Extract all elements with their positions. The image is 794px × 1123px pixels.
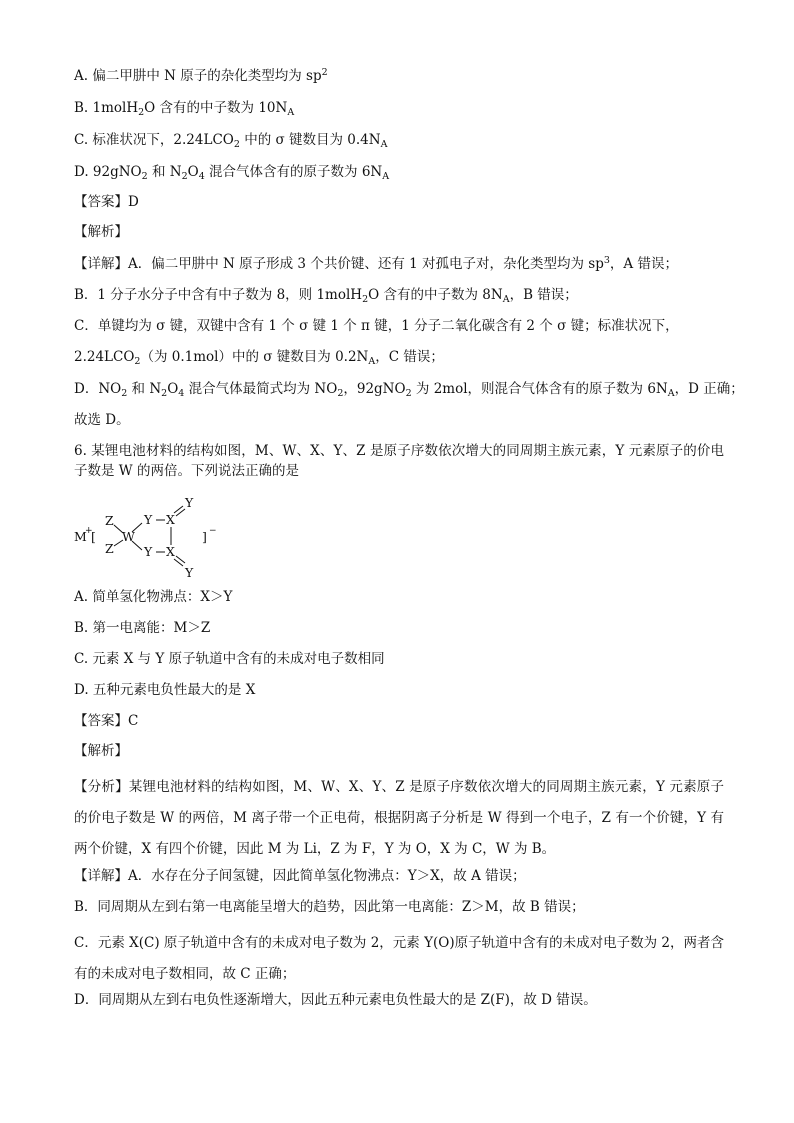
- atom-y1: Y: [144, 512, 153, 527]
- atom-z2: Z: [105, 541, 114, 556]
- q5-detail-d: D．$NO_2$ 和 $N_2O_4$ 混合气体最简式均为 $NO_2$，92gNO$_2$ 为 2mol，则混合气体含有的原子数为 $6N_A$，D 正确；: [74, 381, 744, 399]
- structure-diagram: [74, 496, 254, 586]
- q5-detail-c2: $2.24LCO_2$（为 0.1mol）中的 σ 键数目为 $0.2N_A$，C 错误；: [74, 349, 444, 367]
- cation-charge: +: [85, 526, 93, 536]
- q6-stem: 6. 某锂电池材料的结构如图，M、W、X、Y、Z 是原子序数依次增大的同周期主族元素，Y 元素原子的价电子数是 W 的两倍。下列说法正确的是: [74, 443, 724, 479]
- q6-detail-c: C．元素 X(C) 原子轨道中含有的未成对电子数为 2，元素 Y(O)原子轨道中含有的未成对电子数为 2，两者含有的未成对电子数相同，故 C 正确；: [74, 935, 724, 982]
- q5-detail-b: B．1 分子水分子中含有中子数为 8，则 1molH$_2$O 含有的中子数为 $8N_A$，B 错误；: [74, 287, 578, 305]
- q5-option-a: A. 偏二甲肼中 N 原子的杂化类型均为 $sp^2$: [74, 67, 328, 84]
- atom-y3: Y: [185, 495, 194, 510]
- structure-bonds: [74, 496, 254, 586]
- atom-x2: X: [166, 544, 175, 559]
- bracket-left: [: [91, 529, 96, 544]
- atom-y4: Y: [185, 565, 194, 580]
- q6-option-c: C. 元素 X 与 Y 原子轨道中含有的未成对电子数相同: [74, 651, 385, 667]
- q6-option-b: B. 第一电离能：M＞Z: [74, 620, 211, 636]
- atom-y2: Y: [144, 544, 153, 559]
- q6-analysis-label: 【解析】: [74, 743, 128, 759]
- q5-option-b: B. 1molH$_2$O 含有的中子数为 $10N_A$: [74, 100, 295, 118]
- atom-z1: Z: [105, 513, 114, 528]
- q5-detail-a: 【详解】A．偏二甲肼中 N 原子形成 3 个共价键、还有 1 对孤电子对，杂化类型均为 $sp^3$，A 错误；: [74, 255, 678, 272]
- q5-option-d: D. 92gNO$_2$ 和 $N_2O_4$ 混合气体含有的原子数为 $6N_A$: [74, 164, 390, 182]
- q6-detail-b: B．同周期从左到右第一电离能呈增大的趋势，因此第一电离能：Z＞M，故 B 错误；: [74, 899, 585, 915]
- q6-option-a: A. 简单氢化物沸点：X＞Y: [74, 589, 233, 605]
- q5-option-c: C. 标准状况下，$2.24LCO_2$ 中的 σ 键数目为 $0.4N_A$: [74, 132, 388, 150]
- q6-option-d: D. 五种元素电负性最大的是 X: [74, 682, 256, 698]
- atom-x1: X: [166, 512, 175, 527]
- q6-detail-a: 【详解】A．水存在分子间氢键，因此简单氢化物沸点：Y＞X，故 A 错误；: [74, 868, 526, 884]
- q6-fenxi: 【分析】某锂电池材料的结构如图，M、W、X、Y、Z 是原子序数依次增大的同周期主族元素，Y 元素原子的价电子数是 W 的两倍，M 离子带一个正电荷，根据阴离子分析是 W 得到一个电子，Z 有一个价键，Y 有两个价键，X 有四个价键，因此 M 为 Li，Z 为 F，Y 为 O，X 为 C，W 为 B。: [74, 779, 724, 857]
- q5-answer: 【答案】D: [74, 194, 139, 210]
- cation-m: M: [74, 529, 87, 544]
- anion-charge: −: [209, 526, 217, 536]
- q6-answer: 【答案】C: [74, 713, 139, 729]
- atom-w: W: [122, 529, 135, 544]
- q5-analysis-label: 【解析】: [74, 224, 128, 240]
- q5-detail-c1: C．单键均为 σ 键，双键中含有 1 个 σ 键 1 个 π 键，1 分子二氧化碳含有 2 个 σ 键；标准状况下，: [74, 318, 679, 334]
- bracket-right: ]: [202, 529, 207, 544]
- q5-conclusion: 故选 D。: [74, 412, 130, 428]
- q6-detail-d: D．同周期从左到右电负性逐渐增大，因此五种元素电负性最大的是 Z(F)，故 D 错误。: [74, 992, 597, 1008]
